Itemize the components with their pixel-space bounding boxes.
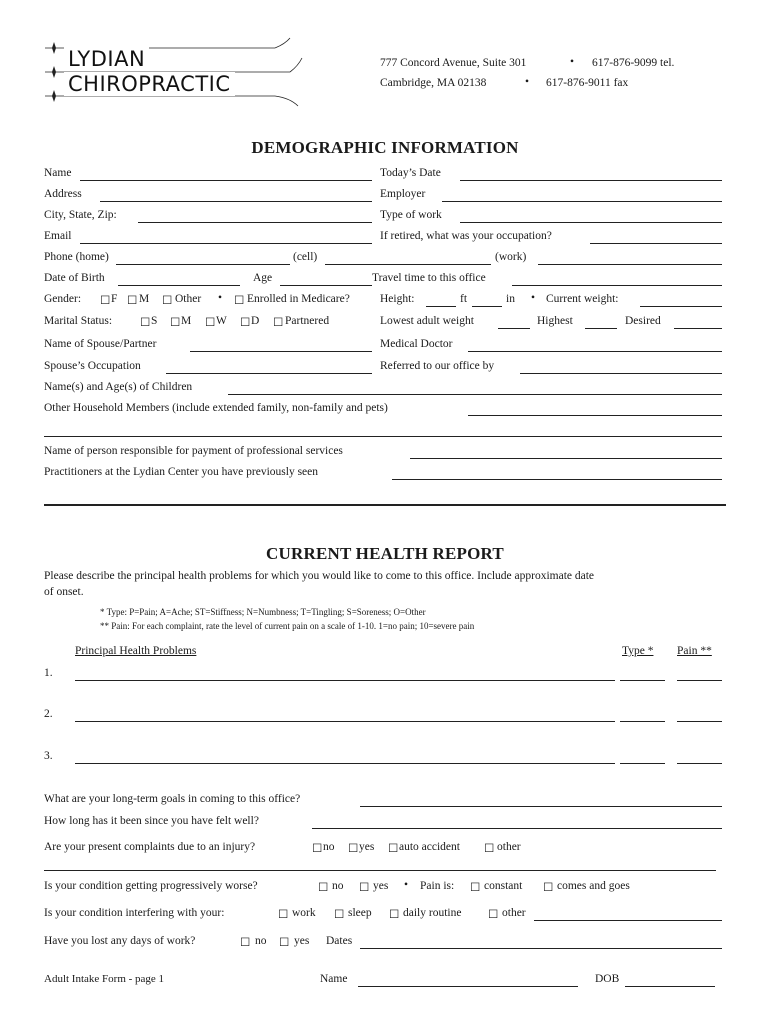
label-employer: Employer	[380, 188, 426, 200]
label-lost-yes: yes	[294, 935, 310, 947]
label-injury-auto: auto accident	[399, 841, 460, 853]
field-age[interactable]	[280, 285, 372, 286]
checkbox-interfering-work[interactable]: ☐	[278, 909, 289, 921]
label-children: Name(s) and Age(s) of Children	[44, 381, 193, 393]
field-spouse-occupation[interactable]	[166, 373, 372, 374]
field-spouse-name[interactable]	[190, 351, 372, 352]
label-marital-status: Marital Status:	[44, 315, 113, 327]
checkbox-gender-f[interactable]: ☐	[100, 295, 111, 307]
checkbox-gender-other[interactable]: ☐	[162, 295, 173, 307]
label-desired: Desired	[625, 315, 661, 327]
field-problem-3[interactable]	[75, 763, 615, 764]
label-marital-d: D	[251, 315, 260, 327]
health-intro-line-2: of onset.	[44, 586, 84, 598]
label-interfering-work: work	[292, 907, 316, 919]
checkbox-pain-constant[interactable]: ☐	[470, 882, 481, 894]
field-pain-3[interactable]	[677, 763, 722, 764]
label-if-retired: If retired, what was your occupation?	[380, 230, 552, 242]
label-marital-w: W	[216, 315, 227, 327]
label-lost-no: no	[255, 935, 267, 947]
label-referred-by: Referred to our office by	[380, 360, 495, 372]
label-spouse-name: Name of Spouse/Partner	[44, 338, 157, 350]
field-type-3[interactable]	[620, 763, 665, 764]
label-payment-responsible: Name of person responsible for payment of professional services	[44, 445, 343, 457]
checkbox-gender-m[interactable]: ☐	[127, 295, 138, 307]
footer-page-label: Adult Intake Form - page 1	[44, 973, 165, 985]
label-other-household: Other Household Members (include extended family, non-family and pets)	[44, 402, 388, 414]
label-practitioners: Practitioners at the Lydian Center you have previously seen	[44, 466, 319, 478]
label-worse-yes: yes	[373, 880, 389, 892]
field-travel-time[interactable]	[512, 285, 722, 286]
label-dob: Date of Birth	[44, 272, 105, 284]
field-phone-cell[interactable]	[325, 264, 491, 265]
label-how-long: How long has it been since you have felt well?	[44, 815, 259, 827]
label-ft: ft	[460, 293, 468, 305]
field-practitioners[interactable]	[392, 479, 722, 480]
bullet-icon: •	[570, 56, 575, 68]
field-other-household[interactable]	[468, 415, 722, 416]
field-interfering-other[interactable]	[534, 920, 722, 921]
field-children[interactable]	[228, 394, 722, 395]
health-intro-line-1: Please describe the principal health problems for which you would like to come to this office. Include approximate date	[44, 570, 595, 582]
checkbox-marital-w[interactable]: ☐	[205, 317, 216, 329]
label-medicare: Enrolled in Medicare?	[247, 293, 350, 305]
label-lowest-weight: Lowest adult weight	[380, 315, 474, 327]
field-payment-responsible[interactable]	[410, 458, 722, 459]
field-employer[interactable]	[442, 201, 722, 202]
checkbox-lost-no[interactable]: ☐	[240, 937, 251, 949]
contact-address: 777 Concord Avenue, Suite 301	[380, 57, 527, 69]
label-injury-no: no	[323, 841, 335, 853]
checkbox-marital-partnered[interactable]: ☐	[273, 317, 284, 329]
contact-city: Cambridge, MA 02138	[380, 77, 487, 89]
field-goals[interactable]	[360, 806, 722, 807]
label-gender-m: M	[139, 293, 150, 305]
bullet-icon: •	[404, 879, 409, 891]
field-current-weight[interactable]	[640, 306, 722, 307]
field-address[interactable]	[100, 201, 372, 202]
label-lost-days-question: Have you lost any days of work?	[44, 935, 196, 947]
footer-field-name[interactable]	[358, 986, 578, 987]
field-email[interactable]	[80, 243, 372, 244]
field-lowest-weight[interactable]	[498, 328, 530, 329]
section-title-demographic: DEMOGRAPHIC INFORMATION	[251, 138, 519, 157]
row-number: 1.	[44, 667, 53, 679]
field-todays-date[interactable]	[460, 180, 722, 181]
type-note: * Type: P=Pain; A=Ache; ST=Stiffness; N=Numbness; T=Tingling; S=Soreness; O=Other	[100, 607, 426, 617]
logo-line-2: CHIROPRACTIC	[64, 72, 235, 96]
checkbox-marital-d[interactable]: ☐	[240, 317, 251, 329]
checkbox-worse-no[interactable]: ☐	[318, 882, 329, 894]
footer-field-dob[interactable]	[625, 986, 715, 987]
label-pain-comes-goes: comes and goes	[557, 880, 630, 892]
label-travel-time: Travel time to this office	[372, 272, 486, 284]
label-pain-is: Pain is:	[420, 880, 455, 892]
checkbox-worse-yes[interactable]: ☐	[359, 882, 370, 894]
label-email: Email	[44, 230, 72, 242]
label-worse-question: Is your condition getting progressively worse?	[44, 880, 258, 892]
label-spouse-occupation: Spouse’s Occupation	[44, 360, 141, 372]
field-type-1[interactable]	[620, 680, 665, 681]
field-pain-1[interactable]	[677, 680, 722, 681]
label-in: in	[506, 293, 515, 305]
field-retired-occupation[interactable]	[590, 243, 722, 244]
field-problem-2[interactable]	[75, 721, 615, 722]
field-medical-doctor[interactable]	[468, 351, 722, 352]
field-height-in[interactable]	[472, 306, 502, 307]
field-desired-weight[interactable]	[674, 328, 722, 329]
field-injury-details[interactable]	[44, 870, 716, 871]
label-interfering-routine: daily routine	[403, 907, 462, 919]
bullet-icon: •	[525, 76, 530, 88]
field-dob[interactable]	[118, 285, 240, 286]
label-age: Age	[253, 272, 273, 284]
field-other-household-continued[interactable]	[44, 436, 722, 437]
label-work-phone: (work)	[495, 251, 527, 263]
label-interfering-sleep: sleep	[348, 907, 372, 919]
label-gender: Gender:	[44, 293, 82, 305]
label-address: Address	[44, 188, 82, 200]
checkbox-pain-comes-goes[interactable]: ☐	[543, 882, 554, 894]
field-how-long[interactable]	[312, 828, 722, 829]
section-title-health: CURRENT HEALTH REPORT	[266, 544, 504, 563]
label-goals: What are your long-term goals in coming to this office?	[44, 793, 301, 805]
section-divider	[44, 504, 726, 506]
field-type-2[interactable]	[620, 721, 665, 722]
field-referred-by[interactable]	[520, 373, 722, 374]
label-interfering-question: Is your condition interfering with your:	[44, 907, 225, 919]
label-marital-partnered: Partnered	[285, 315, 330, 327]
field-dates[interactable]	[360, 948, 722, 949]
footer-label-name: Name	[320, 973, 348, 985]
label-height: Height:	[380, 293, 415, 305]
checkbox-injury-yes[interactable]: ☐	[348, 843, 359, 855]
contact-fax: 617-876-9011 fax	[546, 77, 629, 89]
label-phone-home: Phone (home)	[44, 251, 109, 263]
label-current-weight: Current weight:	[546, 293, 619, 305]
field-city-state-zip[interactable]	[138, 222, 372, 223]
field-problem-1[interactable]	[75, 680, 615, 681]
logo-line-1: LYDIAN	[64, 47, 149, 71]
column-header-problems: Principal Health Problems	[75, 645, 197, 657]
checkbox-injury-no[interactable]: ☐	[312, 843, 323, 855]
label-dates: Dates	[326, 935, 353, 947]
checkbox-marital-s[interactable]: ☐	[140, 317, 151, 329]
checkbox-interfering-routine[interactable]: ☐	[389, 909, 400, 921]
pain-note: ** Pain: For each complaint, rate the level of current pain on a scale of 1-10. 1=no pain; 10=severe pain	[100, 621, 475, 631]
label-gender-f: F	[111, 293, 118, 305]
checkbox-lost-yes[interactable]: ☐	[279, 937, 290, 949]
checkbox-interfering-other[interactable]: ☐	[488, 909, 499, 921]
field-type-of-work[interactable]	[460, 222, 722, 223]
field-pain-2[interactable]	[677, 721, 722, 722]
label-gender-other: Other	[175, 293, 202, 305]
label-worse-no: no	[332, 880, 344, 892]
checkbox-marital-m[interactable]: ☐	[170, 317, 181, 329]
bullet-icon: •	[531, 292, 536, 304]
label-marital-m: M	[181, 315, 192, 327]
label-highest: Highest	[537, 315, 573, 327]
column-header-type: Type *	[622, 645, 654, 657]
label-todays-date: Today’s Date	[380, 167, 441, 179]
checkbox-interfering-sleep[interactable]: ☐	[334, 909, 345, 921]
contact-tel: 617-876-9099 tel.	[592, 57, 675, 69]
field-phone-home[interactable]	[116, 264, 290, 265]
label-cell: (cell)	[293, 251, 318, 263]
label-type-of-work: Type of work	[380, 209, 442, 221]
checkbox-injury-other[interactable]: ☐	[484, 843, 495, 855]
field-highest-weight[interactable]	[585, 328, 617, 329]
label-name: Name	[44, 167, 72, 179]
label-injury-question: Are your present complaints due to an injury?	[44, 841, 256, 853]
label-injury-other: other	[497, 841, 521, 853]
label-city-state-zip: City, State, Zip:	[44, 209, 117, 221]
label-pain-constant: constant	[484, 880, 523, 892]
checkbox-injury-auto[interactable]: ☐	[388, 843, 399, 855]
footer-label-dob: DOB	[595, 973, 620, 985]
bullet-icon: •	[218, 292, 223, 304]
field-height-ft[interactable]	[426, 306, 456, 307]
label-injury-yes: yes	[359, 841, 375, 853]
field-name[interactable]	[80, 180, 372, 181]
row-number: 3.	[44, 750, 53, 762]
row-number: 2.	[44, 708, 53, 720]
column-header-pain: Pain **	[677, 645, 712, 657]
label-medical-doctor: Medical Doctor	[380, 338, 453, 350]
label-marital-s: S	[151, 315, 158, 327]
field-phone-work[interactable]	[538, 264, 722, 265]
checkbox-medicare[interactable]: ☐	[234, 295, 245, 307]
label-interfering-other: other	[502, 907, 526, 919]
